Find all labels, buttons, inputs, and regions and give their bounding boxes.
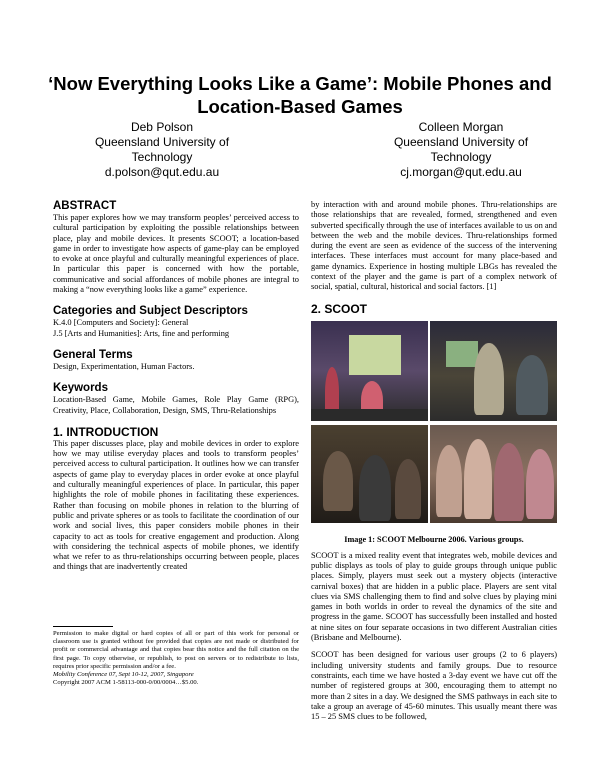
event-photo xyxy=(311,321,428,421)
scoot-text: SCOOT has been designed for various user groups (2 to 6 players) including university students and family groups. Due to resource constraints, each time we have hosted a 3-day event we have cut off the number of registered groups at 300, encouraging them to attempt no more than 2 sites in a day. We designed the SMS pathways in each site to take a group an average of 45-60 minutes. This usually meant there was 15 – 25 SMS clues to be followed, xyxy=(311,650,557,722)
abstract-heading: ABSTRACT xyxy=(53,200,117,212)
author-name: Deb Polson xyxy=(130,120,194,134)
copyright-notice xyxy=(53,630,299,687)
keywords-text: Location-Based Game, Mobile Games, Role Play Game (RPG), Creativity, Place, Collaboration, Design, SMS, Thru-Relationships xyxy=(53,395,299,415)
abstract-text: This paper explores how we may transform peoples’ perceived access to cultural participation by exploiting the possible relationships between place, play and mobile devices. It presents SCOOT; a location-based game in order to investigate how aspects of game-play can be employed to evoke at once playful and culturally meaningful experiences of place. In particular this paper is concerned with how the portable, communicative and social affordances of mobile phones are integral to making a “now everything looks like a game” experience. xyxy=(53,213,299,295)
introduction-heading: 1. INTRODUCTION xyxy=(53,424,159,439)
introduction-text: This paper discusses place, play and mobile devices in order to explore how we may utilise everyday places and tools to transform peoples’ perceived access to cultural participation. It outlines how we can transfer aspects of game play to everyday places in order evoke at once playful and culturally meaningful experiences of place. In particular, this paper highlights the role of mobile phones in facilitating these experiences. Rather than focusing on mobile phones in relation to the blurring of public and private spheres or as tools to facilitate the coordination of our work and social lives, this paper considers mobile phones in their capacity to act as tools for creative engagement and production. Along with considering the technical aspects of mobile phones, we identify what we refer to as thru-relationships occurring between people, places and things that are inadvertently created xyxy=(53,438,299,572)
scoot-heading: 2. SCOOT xyxy=(311,301,368,316)
copyright-line: Copyright 2007 ACM 1-58113-000-0/00/0004…$5.00. xyxy=(53,679,199,687)
author-block xyxy=(361,120,561,180)
event-photo xyxy=(311,425,428,523)
author-affiliation: Technology xyxy=(430,150,492,164)
author-affiliation: Technology xyxy=(131,150,193,164)
continued-text: by interaction with and around mobile phones. Thru-relationships are those relationships that are revealed, formed, strengthened and even subverted specifically through the use of interfaces available to us on and between the web and the mobile devices. Thru-relationships formed during the event are seen as evidence of the success of the intervening interfaces. These interfaces must account for many place-based and game dynamics. Experience in hosting multiple LBGs has revealed the context of the player and the game is part of a complex network of social, spatial, cultural, historical and social factors. [1] xyxy=(311,200,557,292)
paper-title: ‘Now Everything Looks Like a Game’: Mobile Phones and Location-Based Games xyxy=(48,73,552,117)
left-column xyxy=(53,200,299,573)
figure-caption: Image 1: SCOOT Melbourne 2006. Various groups. xyxy=(344,534,524,544)
scoot-text: SCOOT is a mixed reality event that integrates web, mobile devices and public displays as tools of play to guide groups through unique public places. Simply, players must seek out a mystery objects (interactive carnival boxes) that are hidden in a public place. Players are sent vital clues via SMS challenging them to find and solve clues by playing mini games in both worlds in order to reveal the dynamics of the site and progress in the game. SCOOT has successfully been installed and hosted at nine sites on four separate occasions in two different Australian cities (Brisbane and Melbourne). xyxy=(311,550,557,643)
categories-line: K.4.0 [Computers and Society]: General xyxy=(53,318,189,328)
permission-text: Permission to make digital or hard copies of all or part of this work for personal or classroom use is granted without fee provided that copies are not made or distributed for profit or commercial advantage and that copies bear this notice and the full citation on the first page. To copy otherwise, or republish, to post on servers or to redistribute to lists, requires prior specific permission and/or a fee. xyxy=(53,630,299,670)
author-email: cj.morgan@qut.edu.au xyxy=(400,165,522,179)
conference-line: Mobility Conference 07, Sept 10-12, 2007, Singapore xyxy=(53,671,194,679)
author-block xyxy=(62,120,262,180)
author-affiliation: Queensland University of xyxy=(393,135,529,149)
photo-collage xyxy=(311,321,557,529)
event-photo xyxy=(430,425,557,523)
author-name: Colleen Morgan xyxy=(418,120,504,134)
footnote-divider xyxy=(53,626,113,627)
right-column xyxy=(311,200,557,722)
categories-heading: Categories and Subject Descriptors xyxy=(53,305,248,318)
keywords-heading: Keywords xyxy=(53,382,108,395)
event-photo xyxy=(430,321,557,421)
terms-heading: General Terms xyxy=(53,348,133,361)
categories-line: J.5 [Arts and Humanities]: Arts, fine and performing xyxy=(53,328,230,338)
author-affiliation: Queensland University of xyxy=(94,135,230,149)
author-email: d.polson@qut.edu.au xyxy=(104,165,220,179)
terms-text: Design, Experimentation, Human Factors. xyxy=(53,361,195,371)
